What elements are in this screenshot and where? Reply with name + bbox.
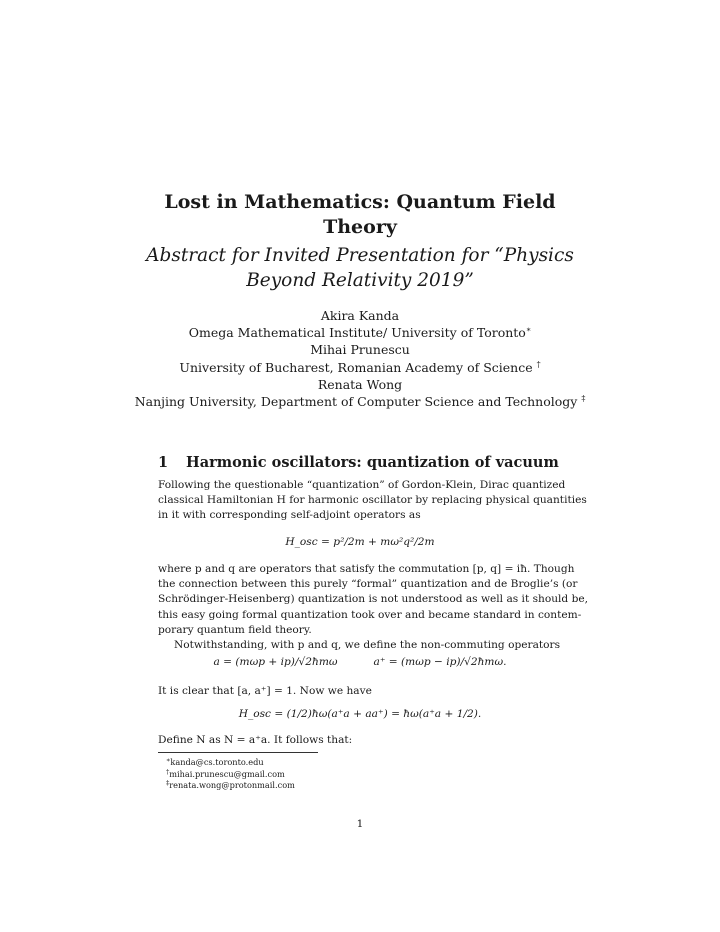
- paragraph-5: [158, 733, 562, 748]
- text-line: Following the questionable “quantization” of Gordon-Klein, Dirac quantized: [158, 479, 566, 491]
- footnote-rule: [158, 752, 318, 753]
- equation-oscillator: H_osc = (1/2)ħω(a⁺a + aa⁺) = ħω(a⁺a + 1/2).: [238, 708, 482, 720]
- author-name: Renata Wong: [317, 376, 403, 392]
- author-affiliation: [110, 324, 610, 341]
- text-line: porary quantum field theory.: [158, 623, 312, 636]
- footnote-mark: ‡: [166, 779, 170, 788]
- subtitle-line: Abstract for Invited Presentation for “Physics: [146, 245, 574, 266]
- footnote-email: kanda@cs.toronto.edu: [170, 757, 264, 767]
- affiliation-text: Nanjing University, Department of Computer Science and Technology: [134, 394, 582, 410]
- affiliation-text: Omega Mathematical Institute/ University of Toronto: [188, 325, 526, 341]
- footnote: [166, 757, 295, 769]
- paragraph-4: [158, 684, 562, 699]
- equation-a: a = (mωp + ip)/√2ħmω: [213, 656, 338, 668]
- equation-ladder-operators: [158, 656, 562, 668]
- text-line: in it with corresponding self-adjoint operators as: [158, 509, 421, 522]
- subtitle-line: Beyond Relativity 2019”: [246, 270, 474, 291]
- text-line: this easy going formal quantization took over and became standard in contem-: [158, 608, 582, 621]
- author-name: Mihai Prunescu: [310, 342, 410, 358]
- paper-subtitle: [130, 243, 590, 293]
- paragraph-1: [158, 478, 587, 524]
- title-line: Theory: [323, 216, 397, 238]
- footnote: [166, 780, 295, 792]
- footnote-mark: †: [536, 359, 541, 369]
- text-line: where p and q are operators that satisfy the commutation [p, q] = iħ. Though: [158, 563, 575, 575]
- title-line: Lost in Mathematics: Quantum Field: [164, 191, 556, 213]
- footnote-mark: †: [166, 767, 170, 776]
- footnote-email: renata.wong@protonmail.com: [169, 780, 295, 791]
- author-affiliation: [110, 359, 610, 376]
- text-line: Notwithstanding, with p and q, we define the non-commuting operators: [174, 639, 561, 652]
- equation-hamiltonian: H_osc = p²/2m + mω²q²/2m: [285, 536, 435, 548]
- text-line: the connection between this purely “formal” quantization and de Broglie’s (or: [158, 578, 578, 591]
- footnotes: [166, 757, 295, 792]
- section-heading: [158, 454, 578, 471]
- author-affiliation: [110, 393, 610, 410]
- text-line: Define N as N = a⁺a. It follows that:: [158, 734, 353, 746]
- affiliation-text: University of Bucharest, Romanian Academy of Science: [179, 359, 537, 375]
- text-line: It is clear that [a, a⁺] = 1. Now we have: [158, 685, 372, 697]
- paragraph-2: [158, 562, 588, 653]
- footnote-email: mihai.prunescu@gmail.com: [169, 768, 285, 779]
- page-number: 1: [356, 818, 364, 830]
- author-block: [110, 307, 610, 410]
- section-number: 1: [158, 454, 169, 471]
- footnote-mark: ∗: [525, 325, 532, 335]
- footnote-mark: ‡: [581, 394, 586, 404]
- footnote: [166, 769, 295, 781]
- text-line: Schrödinger-Heisenberg) quantization is not understood as well as it should be,: [158, 593, 588, 606]
- equation-a-dagger: a⁺ = (mωp − ip)/√2ħmω.: [373, 656, 507, 668]
- section-title: Harmonic oscillators: quantization of vacuum: [186, 454, 559, 471]
- footnote-mark: ∗: [166, 756, 171, 764]
- author-name: Akira Kanda: [320, 308, 400, 323]
- paper-title: [140, 190, 580, 240]
- text-line: classical Hamiltonian H for harmonic oscillator by replacing physical quantities: [158, 494, 587, 507]
